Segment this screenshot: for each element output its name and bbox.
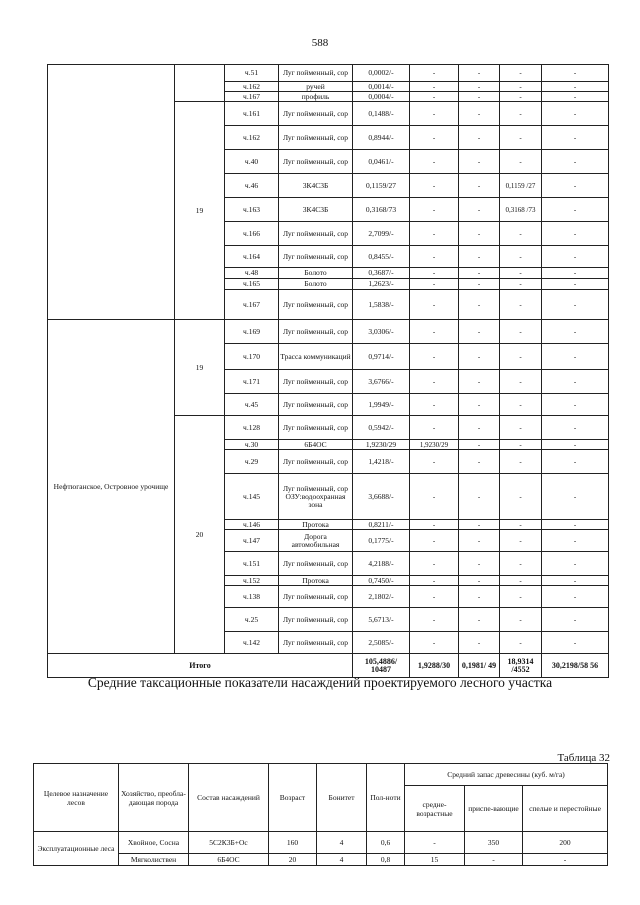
cell-value-1: - (410, 474, 459, 520)
cell-land-use: Луг пойменный, сор (279, 632, 353, 654)
cell-area: 0,8944/- (353, 126, 410, 150)
cell-area: 1,4218/- (353, 450, 410, 474)
cell-mature: - (523, 854, 608, 866)
cell-land-use: Луг пойменный, сор (279, 450, 353, 474)
cell-value-4: - (542, 279, 609, 290)
cell-plot: ч.128 (225, 416, 279, 440)
cell-value-3: - (500, 344, 542, 370)
cell-plot: ч.142 (225, 632, 279, 654)
header-stock-mature: спелые и перестойные (523, 786, 608, 832)
cell-value-1: - (410, 394, 459, 416)
total-value-1: 1,9288/30 (410, 654, 459, 678)
cell-value-3: - (500, 102, 542, 126)
cell-land-use: Луг пойменный, сор (279, 552, 353, 576)
cell-value-4: - (542, 394, 609, 416)
header-density: Пол-ноти (367, 764, 405, 832)
cell-value-3: - (500, 450, 542, 474)
cell-value-1: - (410, 65, 459, 82)
total-area: 105,4886/ 10487 (353, 654, 410, 678)
plots-table (47, 64, 609, 678)
cell-value-4: - (542, 268, 609, 279)
cell-value-2: - (459, 394, 500, 416)
cell-value-3: - (500, 65, 542, 82)
stand-indicators-table (33, 763, 608, 866)
cell-density: 0,6 (367, 832, 405, 854)
cell-plot: ч.161 (225, 102, 279, 126)
cell-area: 1,5838/- (353, 290, 410, 320)
cell-value-2: - (459, 344, 500, 370)
cell-value-3: - (500, 320, 542, 344)
cell-land-use: Протока (279, 520, 353, 530)
cell-value-1: - (410, 279, 459, 290)
cell-value-3: - (500, 416, 542, 440)
cell-land-use: Луг пойменный, сор (279, 246, 353, 268)
cell-value-1: - (410, 530, 459, 552)
cell-area: 0,8211/- (353, 520, 410, 530)
cell-value-4: - (542, 290, 609, 320)
cell-value-1: - (410, 586, 459, 608)
cell-value-3: - (500, 92, 542, 102)
cell-value-3: - (500, 530, 542, 552)
cell-value-3: - (500, 290, 542, 320)
cell-quarter-number (175, 65, 225, 102)
cell-land-use: Дорога автомобильная (279, 530, 353, 552)
header-purpose: Целевое назначение лесов (34, 764, 119, 832)
cell-value-1: - (410, 450, 459, 474)
cell-value-3: - (500, 474, 542, 520)
cell-purpose: Эксплуатационные леса (34, 832, 119, 866)
cell-land-use: Луг пойменный, сор (279, 102, 353, 126)
cell-economy: Хвойное, Сосна (119, 832, 189, 854)
cell-value-1: - (410, 416, 459, 440)
total-row (48, 654, 609, 678)
cell-value-2: - (459, 530, 500, 552)
cell-value-3: - (500, 632, 542, 654)
cell-value-1: - (410, 222, 459, 246)
cell-plot: ч.152 (225, 576, 279, 586)
cell-value-2: - (459, 576, 500, 586)
cell-value-2: - (459, 370, 500, 394)
cell-value-3: - (500, 586, 542, 608)
cell-value-4: - (542, 632, 609, 654)
cell-ripening: - (465, 854, 523, 866)
cell-value-2: - (459, 174, 500, 198)
cell-plot: ч.162 (225, 126, 279, 150)
cell-value-1: - (410, 92, 459, 102)
cell-value-2: - (459, 290, 500, 320)
cell-area: 5,6713/- (353, 608, 410, 632)
cell-value-3: - (500, 126, 542, 150)
cell-value-1: - (410, 174, 459, 198)
cell-value-4: - (542, 586, 609, 608)
cell-value-2: - (459, 279, 500, 290)
cell-plot: ч.164 (225, 246, 279, 268)
cell-value-4: - (542, 576, 609, 586)
cell-value-4: - (542, 450, 609, 474)
cell-area: 0,0461/- (353, 150, 410, 174)
cell-plot: ч.167 (225, 290, 279, 320)
cell-value-3: - (500, 552, 542, 576)
cell-value-2: - (459, 440, 500, 450)
table-label: Таблица 32 (557, 752, 610, 764)
cell-plot: ч.166 (225, 222, 279, 246)
cell-value-1: 1,9230/29 (410, 440, 459, 450)
cell-land-use: Луг пойменный, сор (279, 370, 353, 394)
cell-land-use: Луг пойменный, сор (279, 320, 353, 344)
header-age: Возраст (269, 764, 317, 832)
cell-value-4: - (542, 174, 609, 198)
cell-value-4: - (542, 126, 609, 150)
cell-land-use: Протока (279, 576, 353, 586)
cell-value-4: - (542, 416, 609, 440)
header-row (34, 764, 608, 786)
cell-land-use: Болото (279, 268, 353, 279)
total-value-2: 0,1981/ 49 (459, 654, 500, 678)
cell-land-use: 6Б4ОС (279, 440, 353, 450)
cell-land-use: Луг пойменный, сор (279, 290, 353, 320)
cell-land-use: профиль (279, 92, 353, 102)
cell-value-4: - (542, 246, 609, 268)
cell-land-use: Трасса коммуникаций (279, 344, 353, 370)
cell-area: 0,1775/- (353, 530, 410, 552)
cell-value-3: - (500, 440, 542, 450)
cell-value-2: - (459, 552, 500, 576)
cell-value-3: - (500, 394, 542, 416)
cell-plot: ч.167 (225, 92, 279, 102)
cell-value-2: - (459, 222, 500, 246)
cell-plot: ч.40 (225, 150, 279, 174)
cell-area: 0,9714/- (353, 344, 410, 370)
cell-plot: ч.163 (225, 198, 279, 222)
cell-area: 0,3168/73 (353, 198, 410, 222)
cell-value-2: - (459, 102, 500, 126)
cell-value-3: - (500, 279, 542, 290)
cell-plot: ч.162 (225, 82, 279, 92)
cell-value-1: - (410, 82, 459, 92)
cell-value-1: - (410, 126, 459, 150)
cell-area: 2,1802/- (353, 586, 410, 608)
cell-plot: ч.151 (225, 552, 279, 576)
cell-value-1: - (410, 268, 459, 279)
cell-value-1: - (410, 608, 459, 632)
cell-value-4: - (542, 198, 609, 222)
cell-value-1: - (410, 632, 459, 654)
cell-value-4: - (542, 344, 609, 370)
cell-mid: - (405, 832, 465, 854)
cell-area: 3,0306/- (353, 320, 410, 344)
cell-plot: ч.170 (225, 344, 279, 370)
cell-age: 20 (269, 854, 317, 866)
cell-area: 0,8455/- (353, 246, 410, 268)
cell-value-2: - (459, 586, 500, 608)
cell-area: 0,0002/- (353, 65, 410, 82)
cell-value-1: - (410, 552, 459, 576)
cell-value-3: - (500, 576, 542, 586)
cell-value-2: - (459, 126, 500, 150)
cell-value-1: - (410, 370, 459, 394)
header-bonitet: Бонитет (317, 764, 367, 832)
cell-value-1: - (410, 150, 459, 174)
cell-value-4: - (542, 320, 609, 344)
cell-plot: ч.165 (225, 279, 279, 290)
cell-value-2: - (459, 82, 500, 92)
cell-plot: ч.147 (225, 530, 279, 552)
cell-value-3: - (500, 608, 542, 632)
cell-value-2: - (459, 632, 500, 654)
cell-quarter-number: 20 (175, 416, 225, 654)
cell-density: 0,8 (367, 854, 405, 866)
header-stock: Средний запас древесины (куб. м/га) (405, 764, 608, 786)
header-stock-ripening: приспе-вающие (465, 786, 523, 832)
cell-value-3: - (500, 520, 542, 530)
cell-ripening: 350 (465, 832, 523, 854)
cell-bonitet: 4 (317, 832, 367, 854)
cell-value-2: - (459, 608, 500, 632)
cell-plot: ч.145 (225, 474, 279, 520)
cell-land-use: 3К4С3Б (279, 198, 353, 222)
cell-area: 3,6766/- (353, 370, 410, 394)
cell-value-3: - (500, 268, 542, 279)
table-row (48, 320, 609, 344)
cell-value-3: - (500, 370, 542, 394)
cell-value-2: - (459, 92, 500, 102)
cell-value-1: - (410, 520, 459, 530)
cell-value-4: - (542, 530, 609, 552)
cell-value-1: - (410, 320, 459, 344)
cell-land-use: Болото (279, 279, 353, 290)
cell-value-2: - (459, 198, 500, 222)
cell-value-2: - (459, 320, 500, 344)
cell-plot: ч.30 (225, 440, 279, 450)
cell-land-use: Луг пойменный, сор (279, 608, 353, 632)
header-economy: Хозяйство, преобла-дающая порода (119, 764, 189, 832)
table-row (34, 832, 608, 854)
cell-value-4: - (542, 370, 609, 394)
cell-value-1: - (410, 246, 459, 268)
cell-plot: ч.25 (225, 608, 279, 632)
cell-value-2: - (459, 416, 500, 440)
cell-land-use: Луг пойменный, сор (279, 222, 353, 246)
cell-value-4: - (542, 92, 609, 102)
cell-value-4: - (542, 520, 609, 530)
cell-land-use: Луг пойменный, сор ОЗУ:водоохранная зона (279, 474, 353, 520)
cell-area: 0,3687/- (353, 268, 410, 279)
cell-land-use: 3К4С3Б (279, 174, 353, 198)
cell-value-3: 0,1159 /27 (500, 174, 542, 198)
cell-plot: ч.138 (225, 586, 279, 608)
cell-composition: 6Б4ОС (189, 854, 269, 866)
cell-plot: ч.29 (225, 450, 279, 474)
header-composition: Состав насаждений (189, 764, 269, 832)
cell-area: 1,2623/- (353, 279, 410, 290)
cell-composition: 5С2К3Б+Ос (189, 832, 269, 854)
cell-value-4: - (542, 102, 609, 126)
cell-area: 0,1159/27 (353, 174, 410, 198)
total-value-3: 18,9314 /4552 (500, 654, 542, 678)
cell-value-4: - (542, 150, 609, 174)
cell-forest-name: Нефтюганское, Островное урочище (48, 320, 175, 654)
cell-plot: ч.146 (225, 520, 279, 530)
cell-value-4: - (542, 608, 609, 632)
cell-plot: ч.169 (225, 320, 279, 344)
cell-value-1: - (410, 290, 459, 320)
cell-land-use: Луг пойменный, сор (279, 150, 353, 174)
cell-area: 0,0004/- (353, 92, 410, 102)
table-row (34, 854, 608, 866)
cell-value-3: - (500, 82, 542, 92)
cell-area: 2,5085/- (353, 632, 410, 654)
cell-plot: ч.51 (225, 65, 279, 82)
table-row (48, 65, 609, 82)
cell-plot: ч.171 (225, 370, 279, 394)
cell-value-2: - (459, 65, 500, 82)
total-value-4: 30,2198/58 56 (542, 654, 609, 678)
total-label: Итого (48, 654, 353, 678)
cell-value-2: - (459, 150, 500, 174)
cell-value-4: - (542, 222, 609, 246)
cell-area: 1,9230/29 (353, 440, 410, 450)
cell-value-3: 0,3168 /73 (500, 198, 542, 222)
cell-land-use: Луг пойменный, сор (279, 394, 353, 416)
cell-quarter-number: 19 (175, 102, 225, 320)
cell-mid: 15 (405, 854, 465, 866)
cell-age: 160 (269, 832, 317, 854)
cell-value-3: - (500, 150, 542, 174)
cell-value-4: - (542, 82, 609, 92)
cell-land-use: Луг пойменный, сор (279, 126, 353, 150)
cell-value-2: - (459, 450, 500, 474)
cell-value-2: - (459, 520, 500, 530)
cell-land-use: Луг пойменный, сор (279, 65, 353, 82)
cell-forest-name (48, 65, 175, 320)
cell-area: 0,5942/- (353, 416, 410, 440)
cell-economy: Мягколиствен (119, 854, 189, 866)
header-stock-mid: средне-возрастные (405, 786, 465, 832)
cell-area: 0,7450/- (353, 576, 410, 586)
cell-value-2: - (459, 246, 500, 268)
page-number: 588 (311, 37, 329, 49)
cell-plot: ч.46 (225, 174, 279, 198)
cell-area: 2,7099/- (353, 222, 410, 246)
cell-value-3: - (500, 246, 542, 268)
cell-value-1: - (410, 102, 459, 126)
section-title: Средние таксационные показатели насаждений проектируемого лесного участка (87, 675, 553, 690)
cell-mature: 200 (523, 832, 608, 854)
cell-area: 0,1488/- (353, 102, 410, 126)
cell-value-4: - (542, 65, 609, 82)
cell-value-2: - (459, 268, 500, 279)
cell-plot: ч.45 (225, 394, 279, 416)
cell-area: 1,9949/- (353, 394, 410, 416)
cell-value-2: - (459, 474, 500, 520)
cell-value-4: - (542, 440, 609, 450)
cell-bonitet: 4 (317, 854, 367, 866)
cell-value-1: - (410, 344, 459, 370)
cell-value-1: - (410, 198, 459, 222)
cell-area: 3,6688/- (353, 474, 410, 520)
cell-land-use: ручей (279, 82, 353, 92)
cell-area: 4,2188/- (353, 552, 410, 576)
cell-land-use: Луг пойменный, сор (279, 416, 353, 440)
cell-value-3: - (500, 222, 542, 246)
cell-quarter-number: 19 (175, 320, 225, 416)
cell-area: 0,0014/- (353, 82, 410, 92)
cell-value-1: - (410, 576, 459, 586)
cell-value-4: - (542, 552, 609, 576)
cell-land-use: Луг пойменный, сор (279, 586, 353, 608)
cell-plot: ч.48 (225, 268, 279, 279)
cell-value-4: - (542, 474, 609, 520)
